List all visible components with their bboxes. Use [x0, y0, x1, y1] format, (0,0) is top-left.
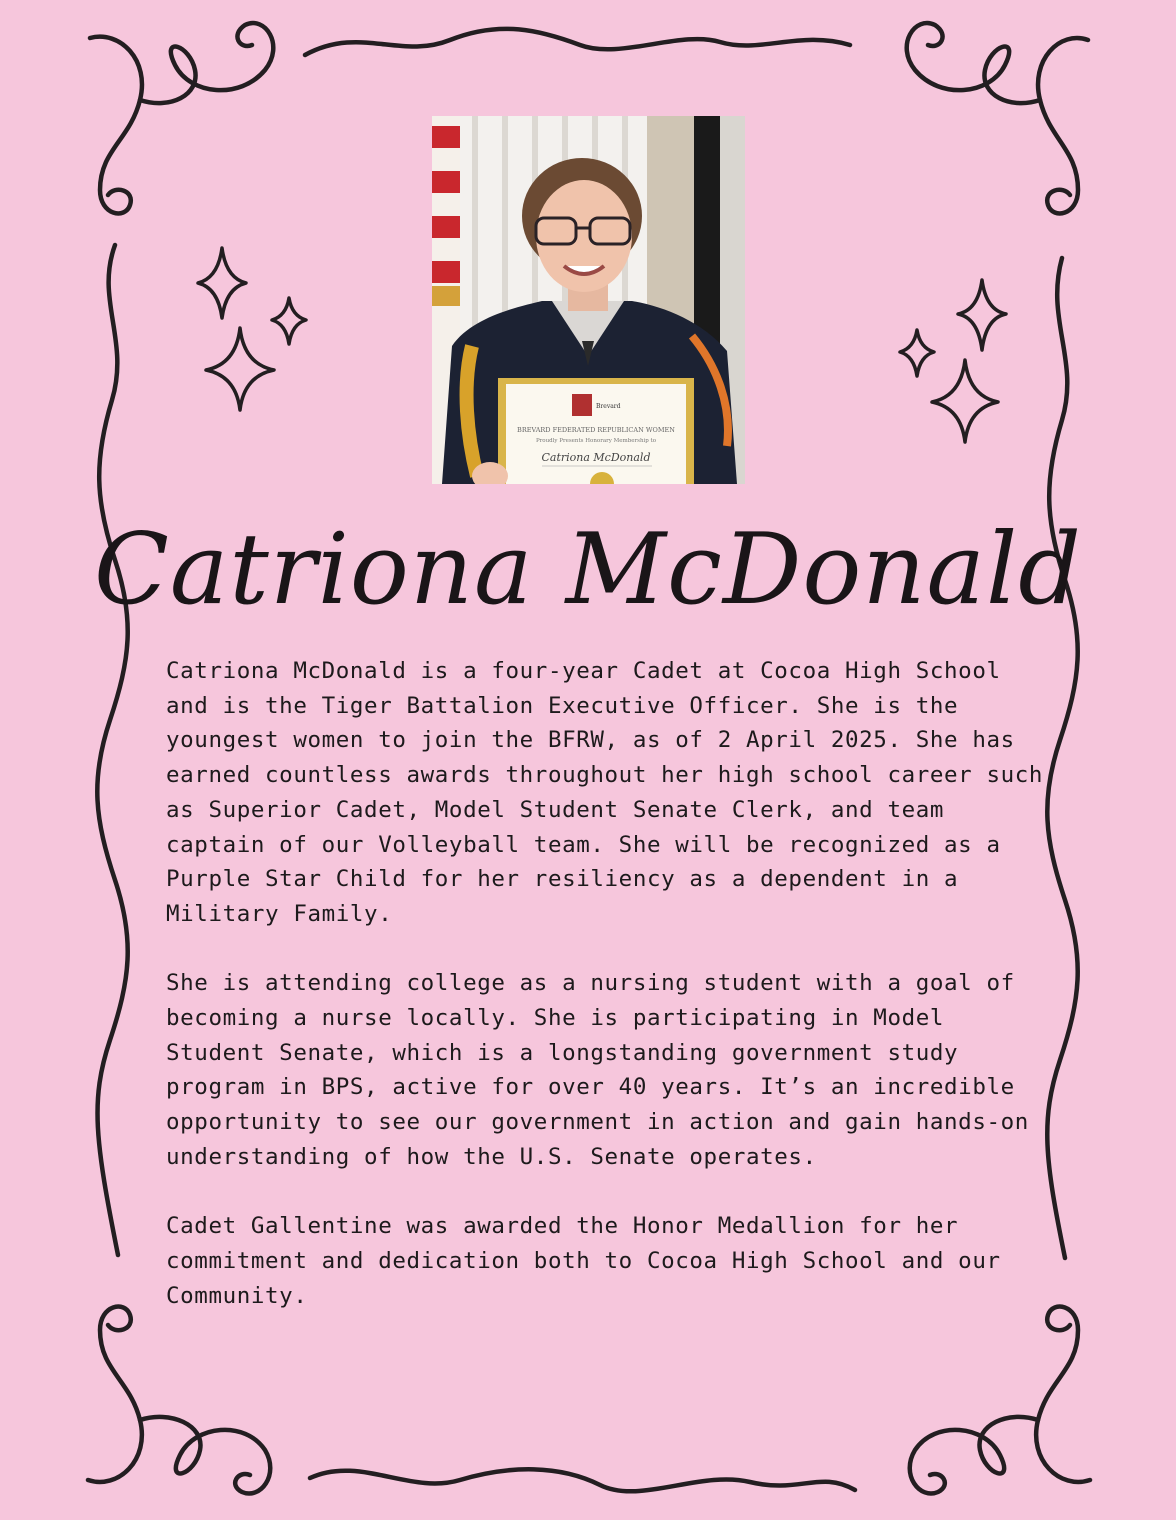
- bio-paragraph-3: Cadet Gallentine was awarded the Honor Medallion for her commitment and dedication both to Cocoa High School and our Community.: [166, 1213, 1001, 1309]
- sparkle-icon: [900, 330, 934, 376]
- svg-text:Brevard: Brevard: [596, 403, 621, 410]
- curl-bottom-left: [88, 1307, 142, 1482]
- sparkle-icon: [198, 248, 246, 318]
- certificate-line: Proudly Presents Honorary Membership to: [535, 438, 657, 444]
- certificate-org: BREVARD FEDERATED REPUBLICAN WOMEN: [517, 426, 675, 434]
- sparkle-icon: [932, 360, 998, 442]
- sparkle-icon: [272, 298, 306, 344]
- curl-top-right: [1038, 38, 1088, 213]
- certificate-name: Catriona McDonald: [541, 451, 651, 464]
- right-side-ornament: [1047, 258, 1077, 1258]
- portrait-photo: [432, 116, 745, 484]
- top-wave-ornament: [305, 29, 850, 55]
- curl-top-left: [90, 37, 142, 214]
- sparkle-icon: [958, 280, 1006, 350]
- left-side-ornament: [97, 245, 127, 1255]
- bio-paragraph-2: She is attending college as a nursing student with a goal of becoming a nurse locally. She is participating in Model Student Senate, which is a longstanding government study program in BPS, active for over 40 years. It’s an incredible opportunity to see our government in action and gain hands-on understanding of how the U.S. Senate operates.: [166, 970, 1029, 1170]
- bio-paragraph-1: Catriona McDonald is a four-year Cadet at Cocoa High School and is the Tiger Battalion Executive Officer. She is the youngest women to join the BFRW, as of 2 April 2025. She has earned countless awards throughout her high school career such as Superior Cadet, Model Student Senate Clerk, and team captain of our Volleyball team. She will be recognized as a Purple Star Child for her resiliency as a dependent in a Military Family.: [166, 658, 1044, 927]
- biography: [166, 654, 1046, 1348]
- sparkle-icon: [206, 328, 274, 410]
- name-title: Catriona McDonald: [93, 513, 1083, 627]
- bottom-wave-ornament: [310, 1469, 855, 1491]
